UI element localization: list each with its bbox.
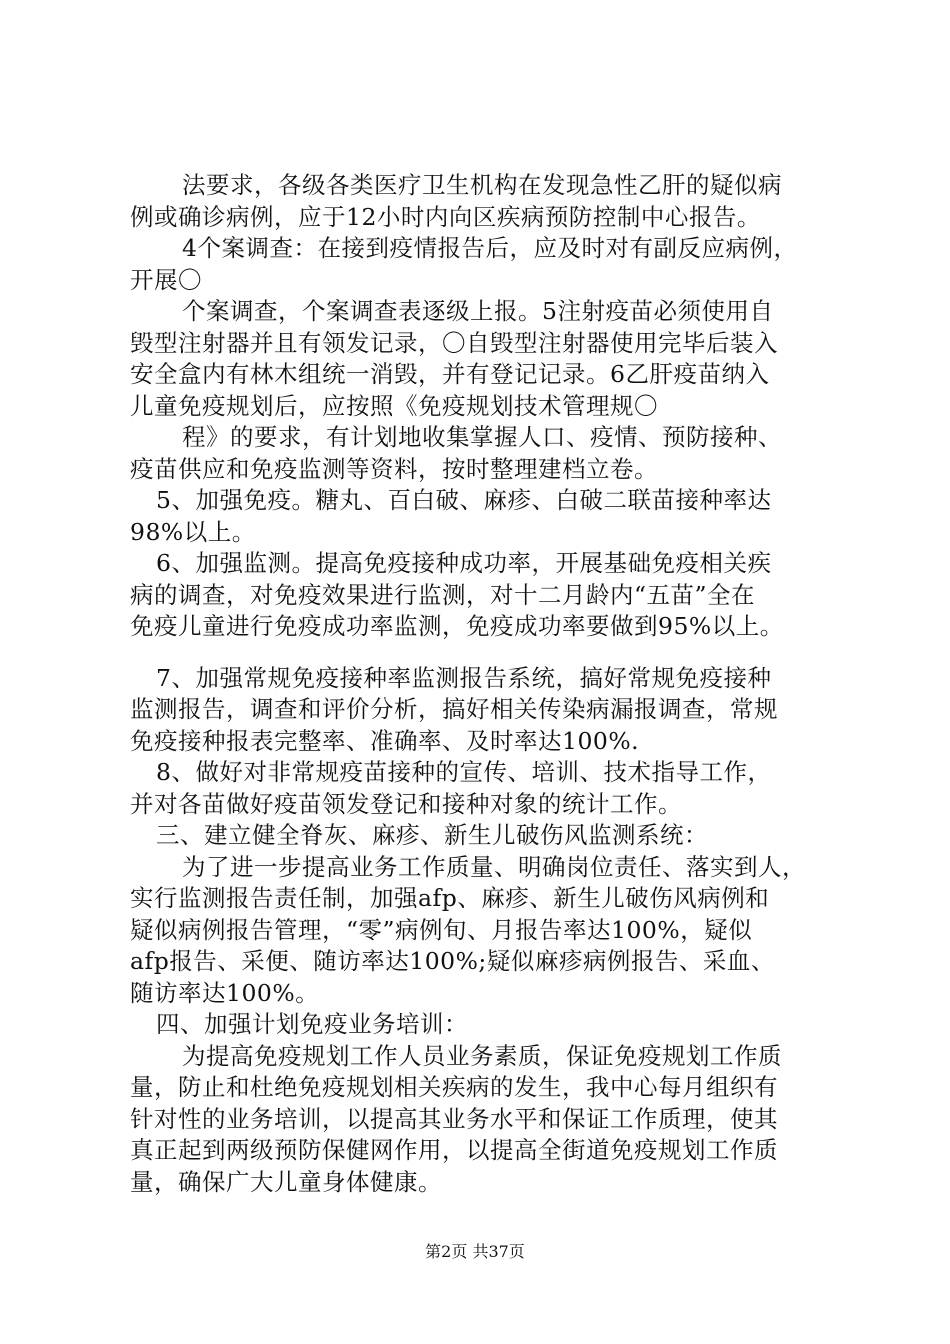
text-line: 安全盒内有林木组统一消毁，并有登记记录。6乙肝疫苗纳入	[130, 360, 770, 388]
text-line: 针对性的业务培训，以提高其业务水平和保证工作质理，使其	[130, 1104, 778, 1133]
text-line: 4个案调查：在接到疫情报告后，应及时对有副反应病例，	[182, 234, 798, 262]
text-line: 毁型注射器并且有领发记录，〇自毁型注射器使用完毕后装入	[130, 328, 778, 357]
text-line: 开展〇	[130, 265, 202, 294]
text-line: 儿童免疫规划后，应按照《免疫规划技术管理规〇	[130, 391, 658, 420]
text-line: 例或确诊病例，应于12小时内向区疾病预防控制中心报告。	[130, 202, 761, 231]
body-text	[130, 170, 830, 1198]
text-line: 免疫儿童进行免疫成功率监测，免疫成功率要做到95%以上。	[130, 612, 784, 640]
text-line: 为提高免疫规划工作人员业务素质，保证免疫规划工作质	[182, 1041, 782, 1070]
text-line: 法要求，各级各类医疗卫生机构在发现急性乙肝的疑似病	[182, 171, 782, 199]
text-line: 7、加强常规免疫接种率监测报告系统，搞好常规免疫接种	[156, 663, 772, 692]
section-heading: 三、建立健全脊灰、麻疹、新生儿破伤风监测系统：	[156, 821, 708, 849]
text-line: afp报告、采便、随访率达100%;疑似麻疹病例报告、采血、	[130, 947, 775, 975]
section-heading: 四、加强计划免疫业务培训：	[156, 1010, 468, 1038]
text-line: 病的调查，对免疫效果进行监测，对十二月龄内“五苗”全在	[130, 580, 756, 609]
text-line: 真正起到两级预防保健网作用，以提高全街道免疫规划工作质	[130, 1136, 778, 1164]
text-line: 量，确保广大儿童身体健康。	[130, 1167, 442, 1196]
text-line: 随访率达100%。	[130, 978, 320, 1007]
text-line: 监测报告，调查和评价分析，搞好相关传染病漏报调查，常规	[130, 695, 778, 723]
text-line: 个案调查，个案调查表逐级上报。5注射疫苗必须使用自	[182, 297, 774, 325]
text-line: 疫苗供应和免疫监测等资料，按时整理建档立卷。	[130, 454, 658, 483]
text-line: 为了进一步提高业务工作质量、明确岗位责任、落实到人，	[182, 852, 806, 881]
text-line: 98%以上。	[130, 517, 256, 546]
text-line: 8、做好对非常规疫苗接种的宣传、培训、技术指导工作，	[156, 758, 772, 786]
text-line: 量，防止和杜绝免疫规划相关疾病的发生，我中心每月组织有	[130, 1073, 778, 1101]
text-line: 程》的要求，有计划地收集掌握人口、疫情、预防接种、	[182, 423, 782, 451]
text-line: 5、加强免疫。糖丸、百白破、麻疹、白破二联苗接种率达	[156, 486, 772, 514]
page-number-footer: 第2页 共37页	[425, 1242, 525, 1261]
text-line: 免疫接种报表完整率、准确率、及时率达100%.	[130, 726, 640, 755]
text-line: 并对各苗做好疫苗领发登记和接种对象的统计工作。	[130, 789, 682, 818]
paragraph-gap	[130, 643, 830, 663]
text-line: 疑似病例报告管理，“零”病例旬、月报告率达100%，疑似	[130, 915, 753, 944]
text-line: 6、加强监测。提高免疫接种成功率，开展基础免疫相关疾	[156, 549, 772, 577]
text-line: 实行监测报告责任制，加强afp、麻疹、新生儿破伤风病例和	[130, 884, 770, 912]
